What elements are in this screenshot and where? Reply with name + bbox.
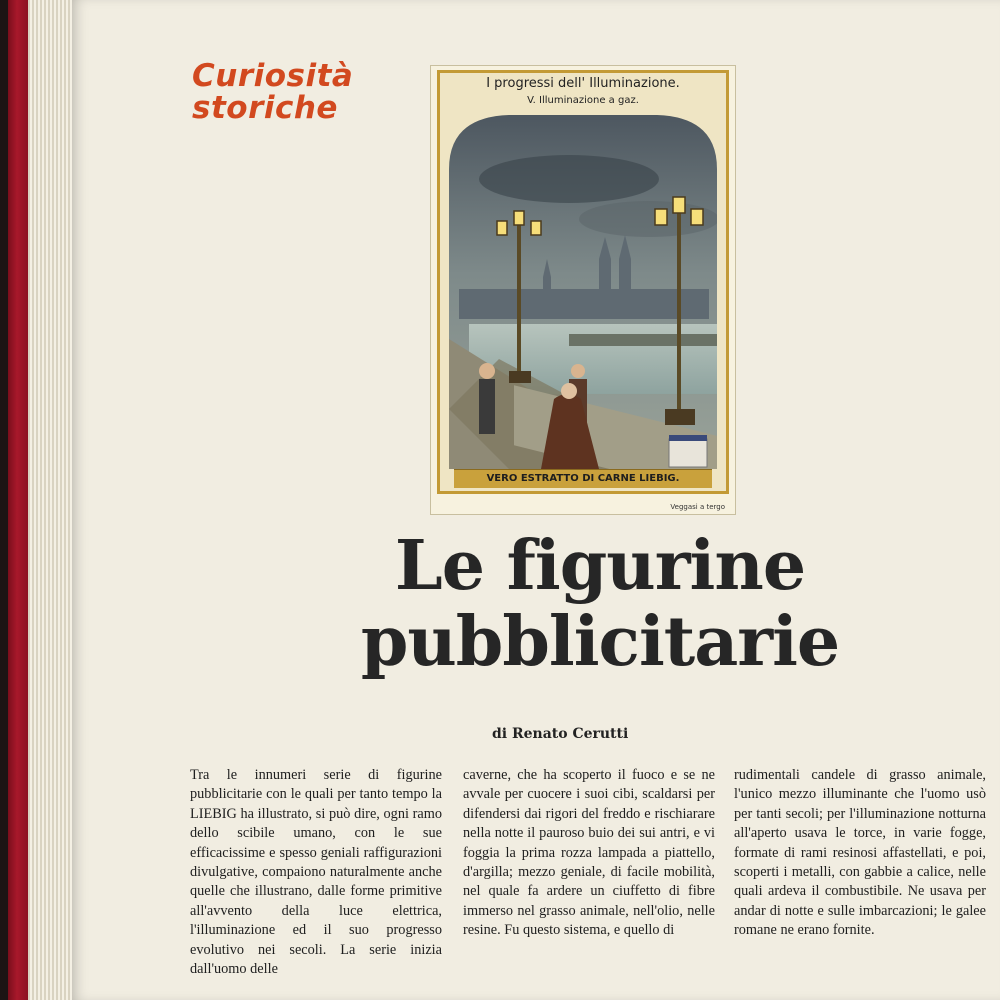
article-title (340, 528, 860, 680)
card-banner: VERO ESTRATTO DI CARNE LIEBIG. (454, 469, 712, 488)
section-label-line1: Curiosità (192, 58, 354, 94)
article-column-2 (463, 766, 715, 941)
card-illustration (449, 109, 717, 469)
section-label-line2: storiche (192, 90, 338, 126)
column-2-text: caverne, che ha scoperto il fuoco e se ne avvale per cuocere i suoi cibi, scaldarsi per difendersi dai rigori del freddo e rischiarare nella notte il pauroso buio dei sui antri, e vi foggia la prima rozza lampada a piattello, d'argilla; mezzo geniale, di facile mobilità, nel quale fa ardere un ciuffetto di fibre immerso nel grasso animale, nell'olio, nelle resine. Fu questo sistema, e quello di (463, 767, 715, 939)
card-frame (437, 70, 729, 494)
book-spine-shadow (0, 0, 8, 1000)
book-binding (8, 0, 28, 1000)
section-label (192, 60, 412, 124)
card-footer-note: Veggasi a tergo (670, 503, 725, 511)
article-title-line1: Le figurine (394, 526, 806, 606)
column-1-text: Tra le innumeri serie di figurine pubblicitarie con le quali per tanto tempo la LIEBIG ha illustrato, si può dire, ogni ramo dello scibile umano, con le sue efficacissime e spesso geniali raffigurazioni divulgative, compaiono naturalmente anche quelle che illustrano, dalle forme primitive all'avvento della luce elettrica, l'illuminazione ed il suo progresso evolutivo nei secoli. La serie inizia dall'uomo delle (190, 767, 442, 978)
liebig-trade-card (430, 65, 736, 515)
page-edges (28, 0, 72, 1000)
column-3-text: rudimentali candele di grasso animale, l'unico mezzo illuminante che l'uomo usò per tanti secoli; per l'illuminazione notturna all'aperto usava le torce, in varie fogge, formate di rami resinosi affastellati, e poi, scoperti i metalli, con gabbie a calice, nelle quali ardeva il combustibile. Ne usava per andar di notte e sulle imbarcazioni; le galee romane ne erano fornite. (734, 767, 986, 939)
article-column-1 (190, 766, 442, 979)
article-column-3 (734, 766, 986, 941)
article-byline: di Renato Cerutti (492, 726, 629, 742)
card-title: I progressi dell' Illuminazione. (486, 76, 680, 91)
article-title-line2: pubblicitarie (360, 602, 840, 682)
card-subtitle: V. Illuminazione a gaz. (527, 95, 639, 106)
